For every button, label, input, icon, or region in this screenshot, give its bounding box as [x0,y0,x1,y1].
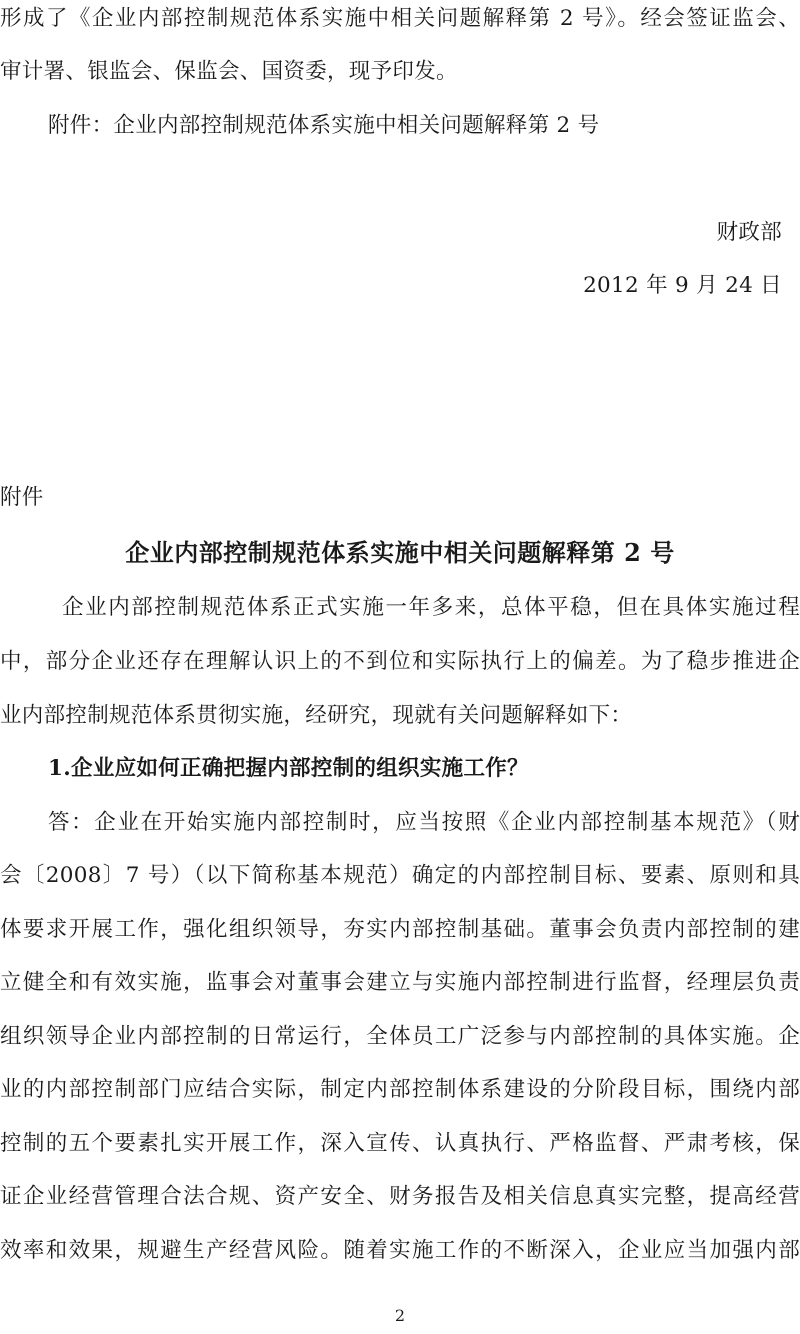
body-text-line: 形成了《企业内部控制规范体系实施中相关问题解释第 2 号》。经会签证监会、 [0,6,800,31]
answer-line: 组织领导企业内部控制的日常运行，全体员工广泛参与内部控制的具体实施。企 [0,1024,800,1049]
intro-line: 企业内部控制规范体系正式实施一年多来，总体平稳，但在具体实施过程 [62,595,800,620]
issuer-signature: 财政部 [716,220,782,245]
attachment-label: 附件 [0,485,44,510]
answer-line: 控制的五个要素扎实开展工作，深入宣传、认真执行、严格监督、严肃考核，保 [0,1131,800,1156]
intro-line: 中，部分企业还存在理解认识上的不到位和实际执行上的偏差。为了稳步推进企 [0,649,800,674]
answer-line: 立健全和有效实施，监事会对董事会建立与实施内部控制进行监督，经理层负责 [0,970,800,995]
answer-line: 效率和效果，规避生产经营风险。随着实施工作的不断深入，企业应当加强内部 [0,1238,800,1263]
document-title: 企业内部控制规范体系实施中相关问题解释第 2 号 [125,538,675,567]
question-heading: 1.企业应如何正确把握内部控制的组织实施工作？ [48,756,529,781]
body-text-line: 审计署、银监会、保监会、国资委，现予印发。 [0,59,458,84]
intro-line: 业内部控制规范体系贯彻实施，经研究，现就有关问题解释如下： [0,703,633,728]
page-number: 2 [394,1306,406,1325]
answer-line: 体要求开展工作，强化组织领导，夯实内部控制基础。董事会负责内部控制的建 [0,917,800,942]
answer-line: 答：企业在开始实施内部控制时，应当按照《企业内部控制基本规范》（财 [48,810,800,835]
answer-line: 会〔2008〕7 号）（以下简称基本规范）确定的内部控制目标、要素、原则和具 [0,863,800,888]
answer-line: 业的内部控制部门应结合实际，制定内部控制体系建设的分阶段目标，围绕内部 [0,1077,800,1102]
answer-line: 证企业经营管理合法合规、资产安全、财务报告及相关信息真实完整，提高经营 [0,1184,800,1209]
attachment-note: 附件：企业内部控制规范体系实施中相关问题解释第 2 号 [48,113,600,138]
issue-date: 2012 年 9 月 24 日 [583,273,782,298]
